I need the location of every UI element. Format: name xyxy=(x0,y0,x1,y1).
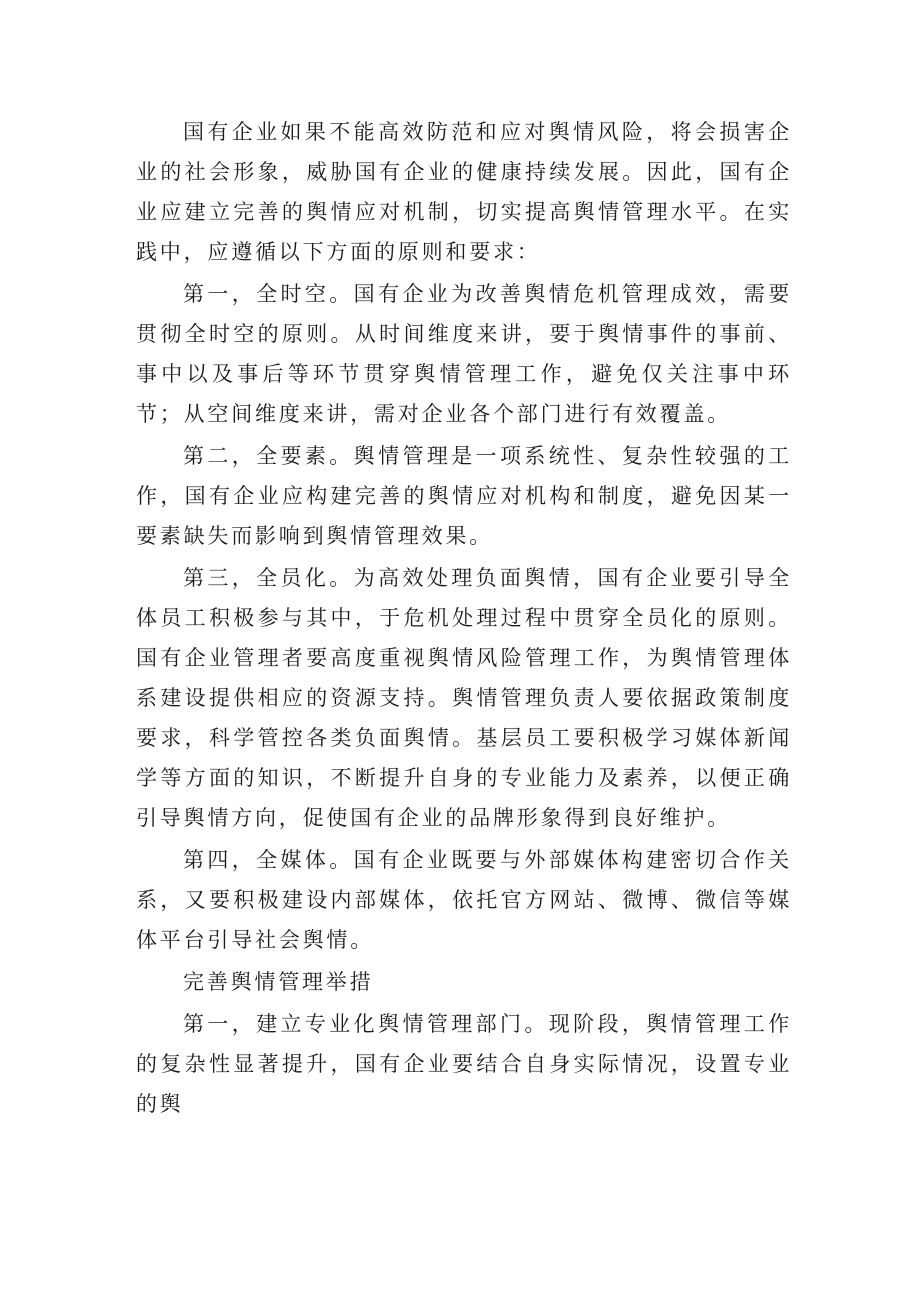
measure-one-paragraph: 第一，建立专业化舆情管理部门。现阶段，舆情管理工作的复杂性显著提升，国有企业要结合自身实际情况，设置专业的舆 xyxy=(136,1012,792,1116)
principle-one-paragraph: 第一，全时空。国有企业为改善舆情危机管理成效，需要贯彻全时空的原则。从时间维度来讲，要于舆情事件的事前、事中以及事后等环节贯穿舆情管理工作，避免仅关注事中环节；从空间维度来讲，需对企业各个部门进行有效覆盖。 xyxy=(136,282,792,426)
intro-paragraph: 国有企业如果不能高效防范和应对舆情风险，将会损害企业的社会形象，威胁国有企业的健康持续发展。因此，国有企业应建立完善的舆情应对机制，切实提高舆情管理水平。在实践中，应遵循以下方面的原则和要求： xyxy=(136,120,792,264)
principle-three-paragraph: 第三，全员化。为高效处理负面舆情，国有企业要引导全体员工积极参与其中，于危机处理过程中贯穿全员化的原则。国有企业管理者要高度重视舆情风险管理工作，为舆情管理体系建设提供相应的资源支持。舆情管理负责人要依据政策制度要求，科学管控各类负面舆情。基层员工要积极学习媒体新闻学等方面的知识，不断提升自身的专业能力及素养，以便正确引导舆情方向，促使国有企业的品牌形象得到良好维护。 xyxy=(136,566,792,830)
principle-four-paragraph: 第四，全媒体。国有企业既要与外部媒体构建密切合作关系，又要积极建设内部媒体，依托官方网站、微博、微信等媒体平台引导社会舆情。 xyxy=(136,848,792,952)
section-heading: 完善舆情管理举措 xyxy=(183,970,374,994)
principle-two-paragraph: 第二，全要素。舆情管理是一项系统性、复杂性较强的工作，国有企业应构建完善的舆情应对机构和制度，避免因某一要素缺失而影响到舆情管理效果。 xyxy=(136,444,792,548)
document-body xyxy=(136,112,792,1124)
